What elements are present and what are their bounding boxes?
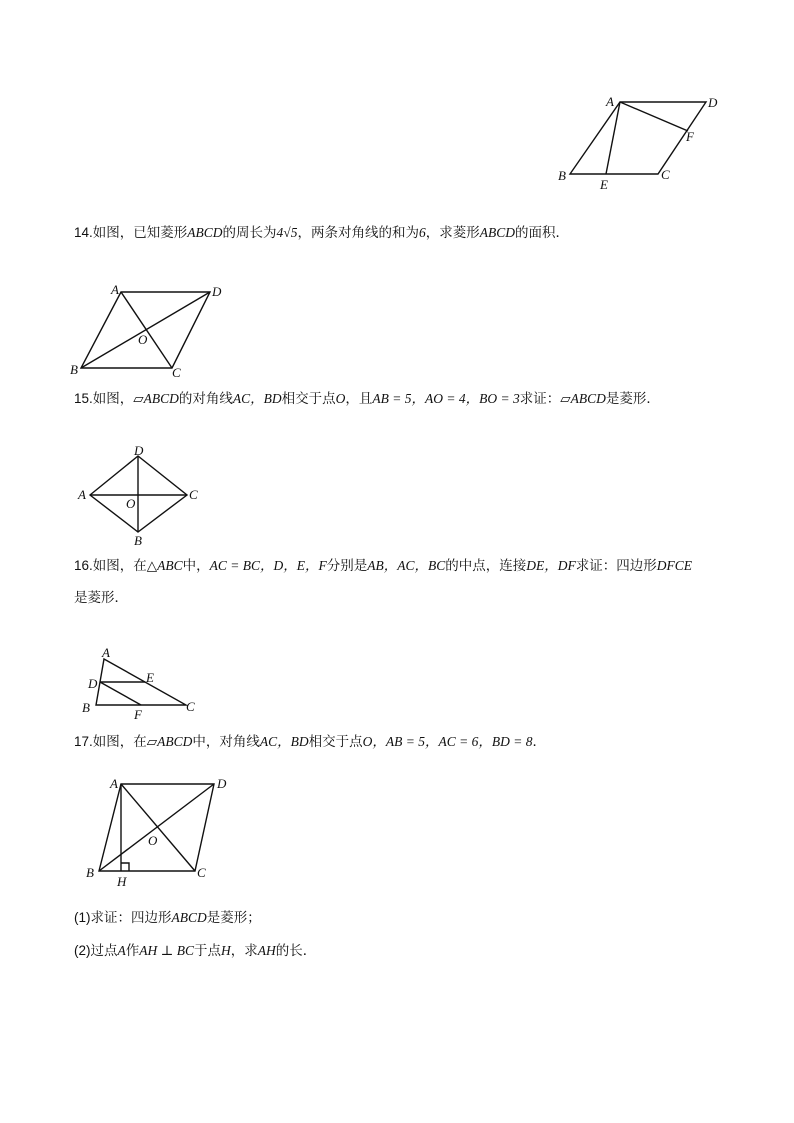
question-17-part1: (1)求证：四边形ABCD是菱形； bbox=[74, 910, 261, 925]
diagonal-bd bbox=[99, 784, 214, 871]
label-c: C bbox=[197, 865, 206, 880]
question-14: 14.如图，已知菱形ABCD的周长为4√5，两条对角线的和为6，求菱形ABCD的面积． bbox=[74, 225, 569, 240]
question-16: 16.如图，在△ABC中，AC = BC，D，E，F分别是AB，AC，BC的中点，连接DE，DF求证：四边形DFCE bbox=[74, 558, 693, 573]
label-o: O bbox=[148, 833, 158, 848]
label-h: H bbox=[117, 874, 127, 889]
label-b: B bbox=[558, 168, 566, 183]
label-f: F bbox=[686, 129, 694, 144]
label-d: D bbox=[212, 284, 222, 299]
figure-q14-rhombus bbox=[64, 280, 234, 380]
label-d: D bbox=[708, 95, 718, 110]
question-17-part2: (2)过点A作AH ⊥ BC于点H，求AH的长． bbox=[74, 943, 317, 958]
label-b: B bbox=[70, 362, 78, 377]
figure-q15-rhombus bbox=[70, 440, 210, 550]
label-c: C bbox=[661, 167, 670, 182]
question-16-line2: 是菱形． bbox=[74, 590, 128, 605]
question-17: 17.如图，在▱ABCD中，对角线AC，BD相交于点O，AB = 5，AC = 6，BD = 8． bbox=[74, 734, 546, 749]
segment-af bbox=[620, 102, 688, 131]
label-e: E bbox=[146, 670, 154, 685]
label-b: B bbox=[82, 700, 90, 715]
label-a: A bbox=[606, 94, 614, 109]
label-d: D bbox=[88, 676, 98, 691]
figure-q16-triangle bbox=[76, 640, 206, 725]
label-e: E bbox=[600, 177, 608, 192]
label-b: B bbox=[86, 865, 94, 880]
label-a: A bbox=[78, 487, 86, 502]
label-b: B bbox=[134, 533, 142, 548]
figure-q17-rhombus bbox=[78, 770, 248, 892]
label-o: O bbox=[138, 332, 148, 347]
label-f: F bbox=[134, 707, 142, 722]
label-d: D bbox=[134, 443, 144, 458]
question-15: 15.如图，▱ABCD的对角线AC，BD相交于点O，且AB = 5，AO = 4，BO = 3求证：▱ABCD是菱形． bbox=[74, 391, 660, 406]
label-a: A bbox=[102, 645, 110, 660]
figure-q13-parallelogram bbox=[550, 90, 730, 195]
diagonal-ac bbox=[121, 784, 195, 871]
segment-df bbox=[100, 682, 141, 705]
label-d: D bbox=[217, 776, 227, 791]
label-c: C bbox=[186, 699, 195, 714]
right-angle-mark bbox=[121, 863, 129, 871]
label-c: C bbox=[189, 487, 198, 502]
label-o: O bbox=[126, 496, 136, 511]
label-a: A bbox=[111, 282, 119, 297]
label-c: C bbox=[172, 365, 181, 380]
label-a: A bbox=[110, 776, 118, 791]
